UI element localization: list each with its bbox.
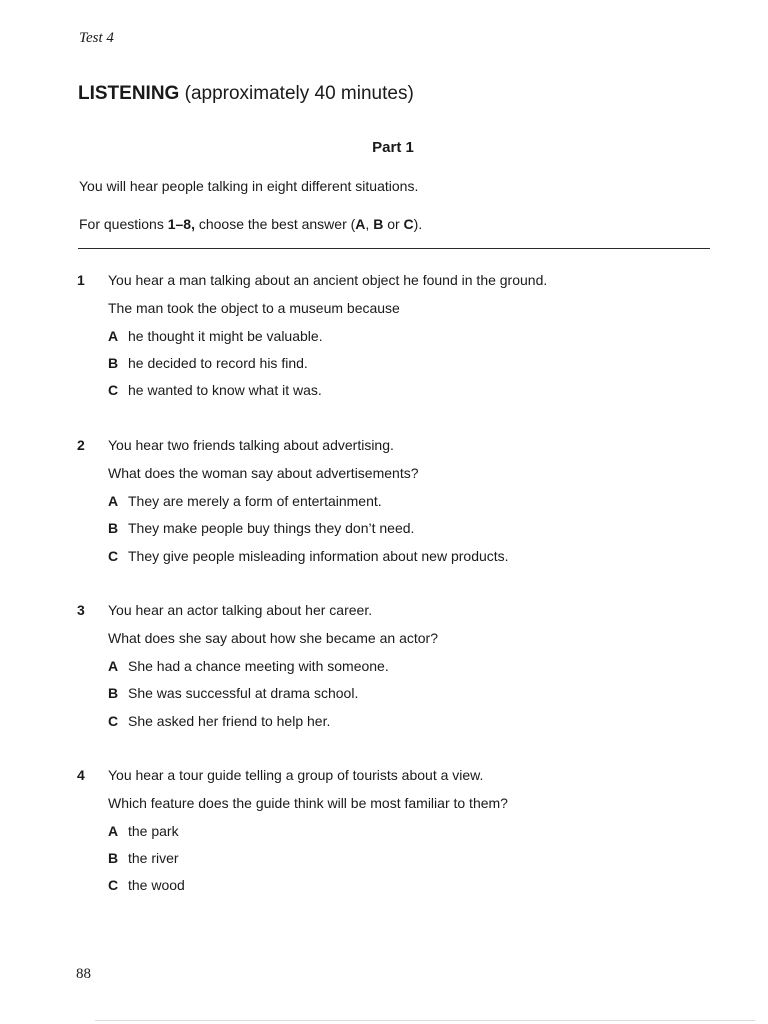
option-letter: A xyxy=(108,658,119,674)
option-a[interactable] xyxy=(108,823,179,839)
option-b[interactable] xyxy=(108,850,179,866)
option-c[interactable] xyxy=(108,382,322,398)
option-letter: C xyxy=(108,713,119,729)
question-stem: You hear a man talking about an ancient object he found in the ground. xyxy=(108,272,548,288)
question-prompt: Which feature does the guide think will be most familiar to them? xyxy=(108,795,508,811)
option-text: She asked her friend to help her. xyxy=(128,713,331,729)
option-text: They make people buy things they don’t need. xyxy=(128,520,415,536)
section-title-duration: (approximately 40 minutes) xyxy=(184,83,414,104)
option-text: They are merely a form of entertainment. xyxy=(128,493,382,509)
option-text: he thought it might be valuable. xyxy=(128,328,323,344)
question-2 xyxy=(77,437,697,567)
option-text: he decided to record his find. xyxy=(128,355,308,371)
option-letter: B xyxy=(108,685,119,701)
option-c[interactable] xyxy=(108,877,185,893)
intro-question-range: 1–8, xyxy=(167,216,195,232)
option-b[interactable] xyxy=(108,520,414,536)
option-letter: B xyxy=(108,520,119,536)
question-4 xyxy=(77,767,697,897)
option-letter: B xyxy=(108,355,119,371)
option-b[interactable] xyxy=(108,685,358,701)
option-text: She was successful at drama school. xyxy=(128,685,359,701)
option-letter: A xyxy=(108,328,119,344)
question-number: 4 xyxy=(77,767,85,783)
intro-letter-c: C xyxy=(403,216,414,232)
question-3 xyxy=(77,602,697,732)
option-text: the river xyxy=(128,850,179,866)
question-prompt: What does the woman say about advertisements? xyxy=(108,465,419,481)
page-edge-line xyxy=(95,1020,755,1021)
option-text: the park xyxy=(128,823,179,839)
intro-text-end: ). xyxy=(413,216,423,232)
page-number: 88 xyxy=(76,966,91,982)
question-prompt: The man took the object to a museum because xyxy=(108,300,400,316)
question-stem: You hear a tour guide telling a group of tourists about a view. xyxy=(108,767,484,783)
option-letter: C xyxy=(108,382,119,398)
option-letter: C xyxy=(108,548,119,564)
question-number: 2 xyxy=(77,437,85,453)
option-letter: C xyxy=(108,877,119,893)
section-title-bold: LISTENING xyxy=(78,83,180,104)
intro-line-1: You will hear people talking in eight different situations. xyxy=(79,178,419,194)
option-text: he wanted to know what it was. xyxy=(128,382,322,398)
section-title xyxy=(78,83,414,105)
option-c[interactable] xyxy=(108,713,330,729)
intro-letter-a: A xyxy=(355,216,366,232)
intro-text-before: For questions xyxy=(79,216,168,232)
option-b[interactable] xyxy=(108,355,308,371)
question-stem: You hear an actor talking about her career. xyxy=(108,602,373,618)
question-number: 3 xyxy=(77,602,85,618)
question-number: 1 xyxy=(77,272,85,288)
option-a[interactable] xyxy=(108,328,323,344)
intro-separator-2: or xyxy=(383,216,404,232)
running-head: Test 4 xyxy=(79,30,114,46)
intro-separator-1: , xyxy=(365,216,374,232)
question-stem: You hear two friends talking about advertising. xyxy=(108,437,394,453)
intro-letter-b: B xyxy=(373,216,384,232)
option-a[interactable] xyxy=(108,658,389,674)
option-c[interactable] xyxy=(108,548,509,564)
option-text: the wood xyxy=(128,877,185,893)
part-heading: Part 1 xyxy=(372,139,414,156)
intro-line-2 xyxy=(79,216,422,232)
option-text: She had a chance meeting with someone. xyxy=(128,658,389,674)
horizontal-rule xyxy=(78,248,710,249)
option-letter: B xyxy=(108,850,119,866)
option-a[interactable] xyxy=(108,493,382,509)
option-letter: A xyxy=(108,493,119,509)
question-prompt: What does she say about how she became an actor? xyxy=(108,630,438,646)
option-text: They give people misleading information about new products. xyxy=(128,548,509,564)
question-1 xyxy=(77,272,697,402)
option-letter: A xyxy=(108,823,119,839)
intro-text-middle: choose the best answer ( xyxy=(194,216,356,232)
